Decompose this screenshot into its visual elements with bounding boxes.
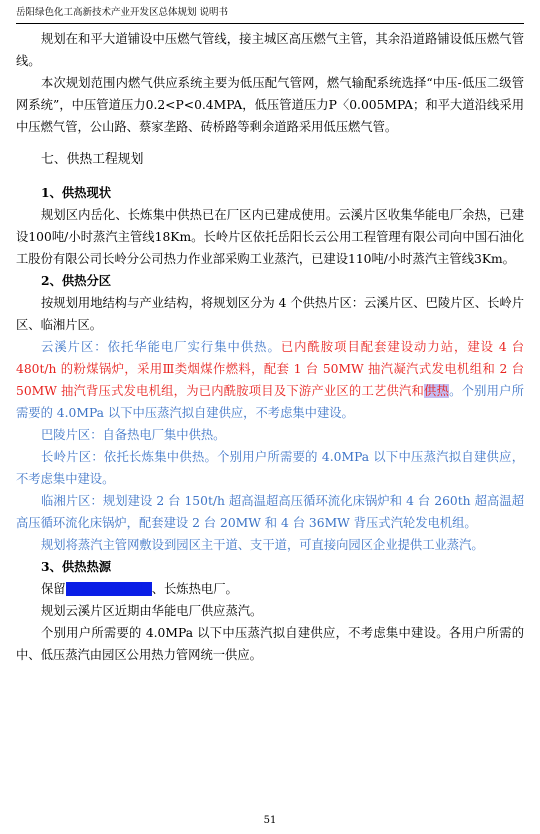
subheading-status: 1、供热现状 <box>41 185 112 200</box>
gas-paragraph-2: 本次规划范围内燃气供应系统主要为低压配气管网，燃气输配系统选择“中压-低压二级管网系统”，中压管道压力0.2<P<0.4MPA，低压管道压力P〈0.005MPA；和平大道沿线采用中压燃气管，公山路、蔡家垄路、砖桥路等剩余道路采用低压燃气管。 <box>16 76 524 134</box>
page-number: 51 <box>263 815 277 826</box>
subheading-zones: 2、供热分区 <box>41 273 112 288</box>
status-paragraph: 规划区内岳化、长炼集中供热已在厂区内已建成使用。云溪片区收集华能电厂余热，已建设100吨/小时蒸汽主管线18Km。长岭片区依托岳阳长云公用工程管理有限公司向中国石油化工股份有限公司长岭分公司热力作业部采购工业蒸汽，已建设110吨/小时蒸汽主管线3Km。 <box>16 208 524 266</box>
keep-lead: 保留 <box>41 582 66 596</box>
yunxi-highlighted-word: 供热 <box>424 384 450 398</box>
yunxi-zone-lead: 云溪片区：依托华能电厂实行集中供热。 <box>41 340 281 354</box>
keep-sources-paragraph <box>16 578 524 600</box>
steam-pipe-paragraph: 规划将蒸汽主管网敷设到园区主干道、支干道，可直接向园区企业提供工业蒸汽。 <box>41 538 484 552</box>
yunxi-zone-tail: 。个别用户所需要的 4.0MPa 以下中压蒸汽拟自建供应，不考虑集中建设。 <box>16 384 524 420</box>
linxiang-zone-paragraph: 临湘片区：规划建设 2 台 150t/h 超高温超高压循环流化床锅炉和 4 台 260th 超高温超高压循环流化床锅炉，配套建设 2 台 20MW 和 4 台 36MW 背压式汽轮发电机组。 <box>16 494 524 530</box>
huaneng-paragraph: 规划云溪片区近期由华能电厂供应蒸汽。 <box>41 604 263 618</box>
baling-zone-paragraph: 巴陵片区：自备热电厂集中供热。 <box>41 428 226 442</box>
zones-intro-paragraph: 按规划用地结构与产业结构，将规划区分为 4 个供热片区：云溪片区、巴陵片区、长岭片区、临湘片区。 <box>16 296 524 332</box>
yunxi-zone-paragraph <box>16 336 524 424</box>
yunxi-zone-inserted-text: 已内酰胺项目配套建设动力站，建设 4 台 480t/h 的粉煤锅炉，采用Ⅲ类烟煤作燃料，配套 1 台 50MW 抽汽凝汽式发电机组和 2 台 50MW 抽汽背压式发电机组，为已内酰胺项目及下游产业区的工艺供汽和 <box>16 340 524 398</box>
section-heading-heating: 七、供热工程规划 <box>41 152 144 167</box>
document-body <box>16 28 524 666</box>
changling-zone-paragraph: 长岭片区：依托长炼集中供热。个别用户所需要的 4.0MPa 以下中压蒸汽拟自建供应，不考虑集中建设。 <box>16 450 524 486</box>
keep-tail: 、长炼热电厂。 <box>151 582 238 596</box>
header-title: 岳阳绿色化工高新技术产业开发区总体规划 说明书 <box>16 7 229 18</box>
gas-paragraph-1: 规划在和平大道铺设中压燃气管线，接主城区高压燃气主管，其余沿道路铺设低压燃气管线。 <box>16 32 524 68</box>
page-header <box>16 5 524 24</box>
self-supply-paragraph: 个别用户所需要的 4.0MPa 以下中压蒸汽拟自建供应，不考虑集中建设。各用户所需的中、低压蒸汽由园区公用热力管网统一供应。 <box>16 626 524 662</box>
selected-text[interactable]: 巴陵石化热电厂 <box>65 582 152 596</box>
subheading-sources: 3、供热热源 <box>41 559 112 574</box>
